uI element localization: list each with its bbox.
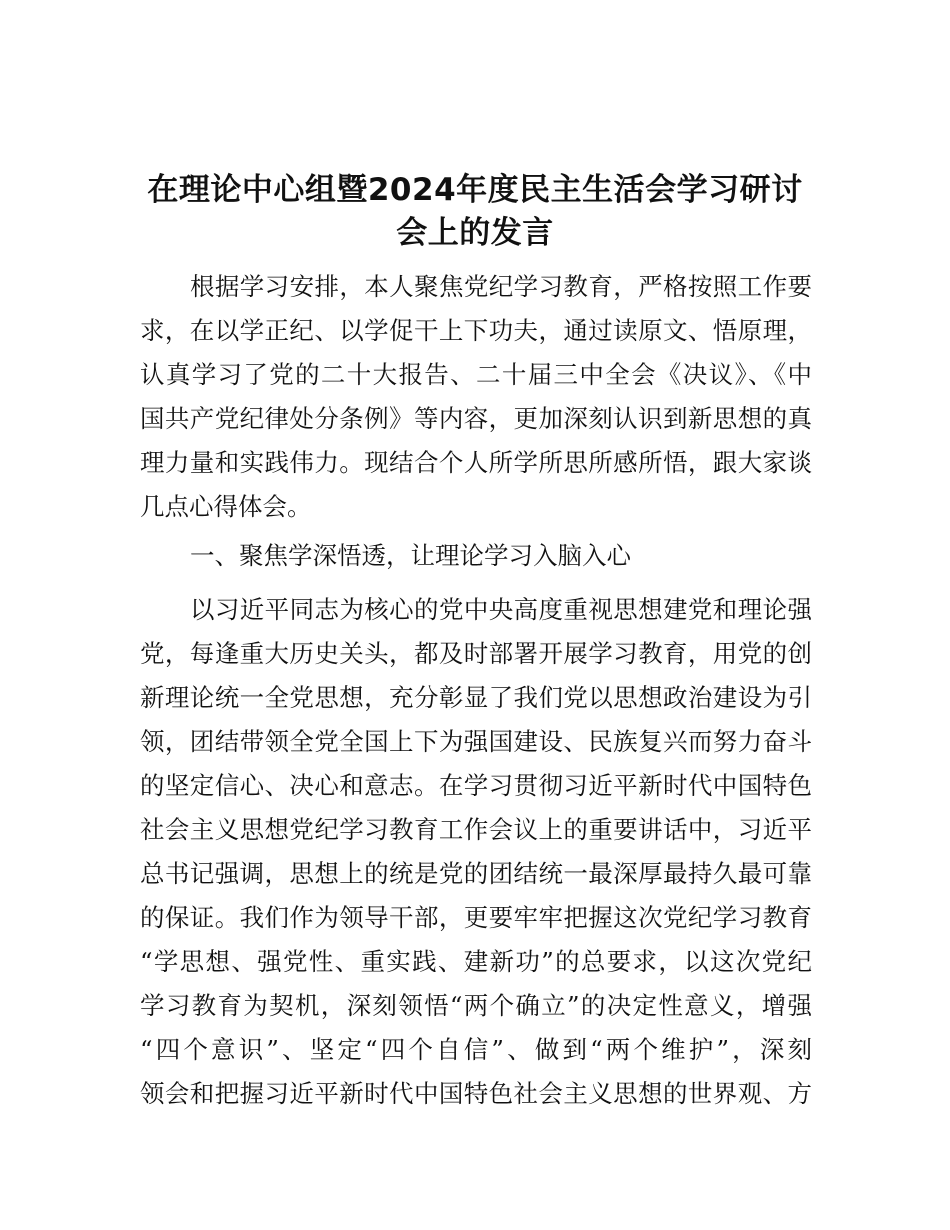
paragraph-line: 理力量和实践伟力。现结合个人所学所思所感所悟，跟大家谈 [140,448,812,477]
paragraph-line: 求，在以学正纪、以学促干上下功夫，通过读原文、悟原理， [140,316,812,345]
paragraph-line: “学思想、强党性、重实践、建新功”的总要求，以这次党纪 [140,947,812,976]
paragraph-line: 领，团结带领全党全国上下为强国建设、民族复兴而努力奋斗 [140,727,812,756]
paragraph-line: 党，每逢重大历史关头，都及时部署开展学习教育，用党的创 [140,639,812,668]
paragraph-line: 的坚定信心、决心和意志。在学习贯彻习近平新时代中国特色 [140,771,812,800]
paragraph-line: “四个意识”、坚定“四个自信”、做到“两个维护”，深刻 [140,1035,812,1064]
paragraph-line: 新理论统一全党思想，充分彰显了我们党以思想政治建设为引 [140,683,812,712]
document-title-line-1: 在理论中心组暨2024年度民主生活会学习研讨 [147,172,803,208]
document-title-line-2: 会上的发言 [396,215,554,251]
paragraph-line: 国共产党纪律处分条例》等内容，更加深刻认识到新思想的真 [140,404,812,433]
paragraph-line: 学习教育为契机，深刻领悟“两个确立”的决定性意义，增强 [140,991,812,1020]
paragraph-line: 根据学习安排，本人聚焦党纪学习教育，严格按照工作要 [190,272,812,301]
paragraph-line: 认真学习了党的二十大报告、二十届三中全会《决议》、《中 [140,360,812,389]
paragraph-line: 总书记强调，思想上的统是党的团结统一最深厚最持久最可靠 [140,859,812,888]
paragraph-line: 社会主义思想党纪学习教育工作会议上的重要讲话中，习近平 [140,815,812,844]
paragraph-line: 领会和把握习近平新时代中国特色社会主义思想的世界观、方 [140,1079,812,1108]
section-heading: 一、聚焦学深悟透，让理论学习入脑入心 [190,541,631,570]
paragraph-line: 的保证。我们作为领导干部，更要牢牢把握这次党纪学习教育 [140,903,812,932]
paragraph-line: 以习近平同志为核心的党中央高度重视思想建党和理论强 [190,595,812,624]
paragraph-line: 几点心得体会。 [140,492,312,521]
